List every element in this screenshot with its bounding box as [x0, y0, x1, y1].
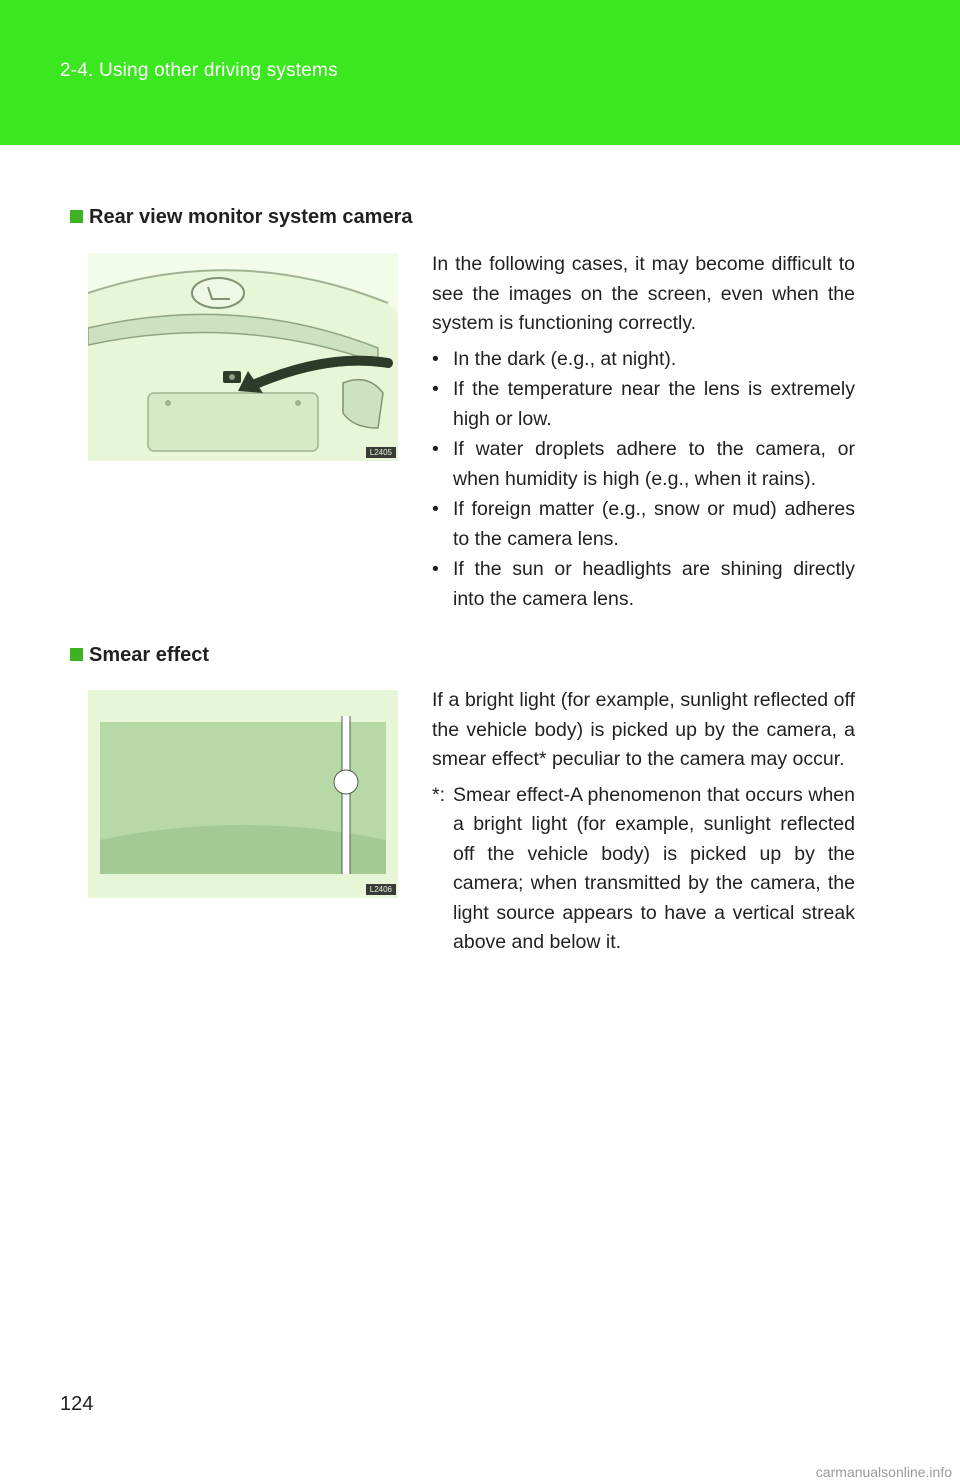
figure-code: L2405	[366, 447, 396, 458]
watermark: carmanualsonline.info	[815, 1464, 952, 1480]
list-item: • If the sun or headlights are shining directly into the camera lens.	[432, 558, 855, 610]
list-item: • If foreign matter (e.g., snow or mud) adheres to the camera lens.	[432, 498, 855, 550]
heading-text: Smear effect	[89, 644, 210, 666]
footnote-text: Smear effect-A phenomenon that occurs when a bright light (for example, sunlight reflected off the vehicle body) is picked up by the camera; when transmitted by the camera, the light source appears to have a vertical streak above and below it.	[453, 783, 855, 953]
smear-paragraph: If a bright light (for example, sunlight reflected off the vehicle body) is picked up by the camera, a smear effect* peculiar to the camera may occur.	[432, 689, 855, 770]
smear-illustration	[88, 690, 398, 898]
smear-screen-drawing	[88, 690, 398, 898]
conditions-list	[432, 345, 855, 615]
figure-code: L2406	[366, 884, 396, 895]
list-item: • In the dark (e.g., at night).	[432, 347, 677, 370]
square-bullet-icon	[70, 648, 83, 661]
trunk-camera-drawing	[88, 253, 398, 461]
section-heading-camera	[70, 206, 413, 229]
footnote-mark: *:	[432, 783, 446, 806]
camera-text-column	[432, 250, 855, 615]
heading-text: Rear view monitor system camera	[89, 206, 413, 228]
page-header	[0, 0, 960, 145]
intro-paragraph: In the following cases, it may become difficult to see the images on the screen, even when the system is functioning correctly.	[432, 253, 855, 334]
square-bullet-icon	[70, 210, 83, 223]
smear-text-column	[432, 686, 855, 958]
page-number: 124	[60, 1393, 94, 1415]
list-item: • If water droplets adhere to the camera, or when humidity is high (e.g., when it rains).	[432, 438, 855, 490]
camera-illustration	[88, 253, 398, 461]
footnote	[432, 781, 855, 958]
list-item: • If the temperature near the lens is extremely high or low.	[432, 378, 855, 430]
section-title: 2-4. Using other driving systems	[60, 60, 338, 81]
section-heading-smear	[70, 644, 209, 667]
